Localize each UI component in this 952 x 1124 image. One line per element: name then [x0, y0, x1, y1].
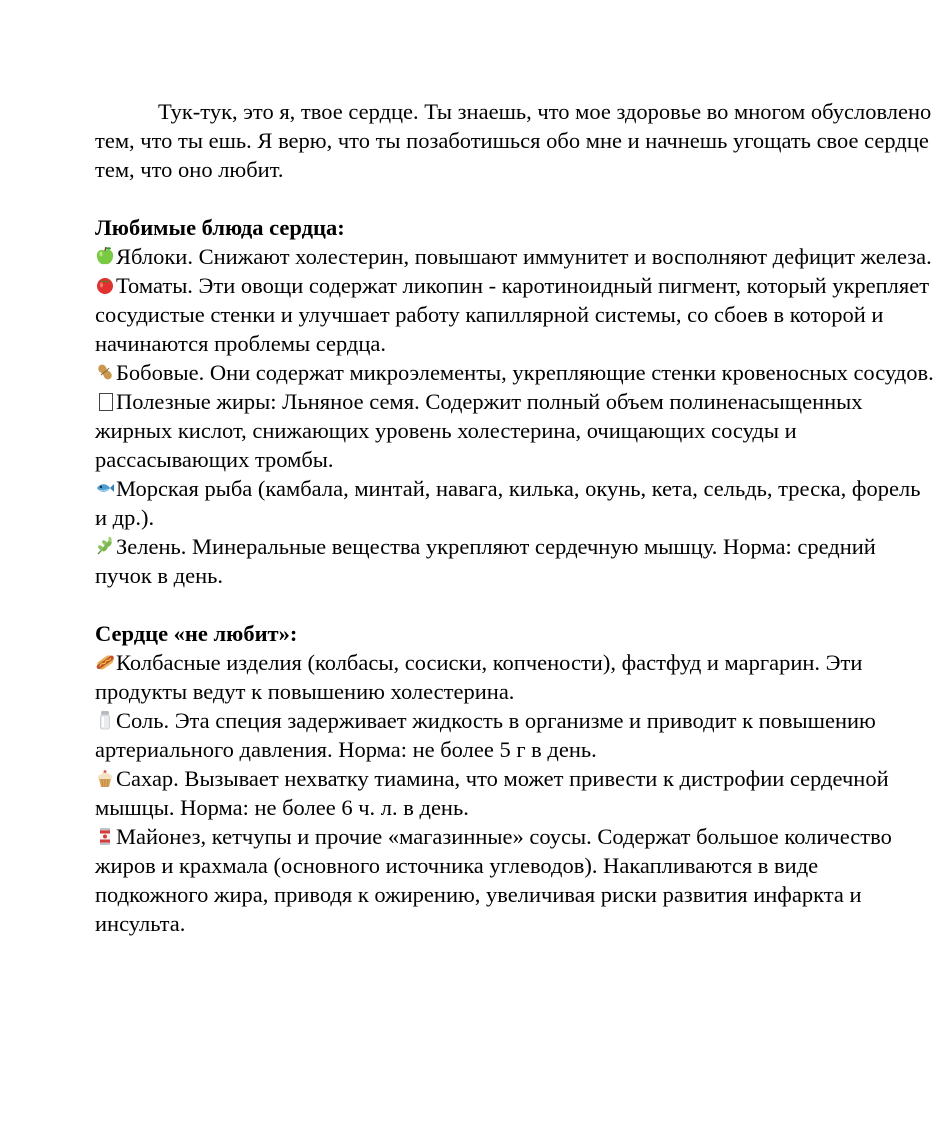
- list-item-fish: [95, 474, 935, 532]
- list-item-sausages: [95, 648, 935, 706]
- hot-dog-icon: [95, 652, 115, 672]
- tomato-icon: [95, 275, 115, 295]
- intro-paragraph: Тук-тук, это я, твое сердце. Ты знаешь, что мое здоровье во многом обусловлено тем, что ты ешь. Я верю, что ты позаботишься обо мне и начнешь угощать свое сердце тем, что оно любит.: [95, 99, 932, 182]
- document-page: [95, 97, 935, 938]
- cupcake-icon: [95, 768, 115, 788]
- missing-glyph-icon: [99, 393, 113, 411]
- item-text: Яблоки. Снижают холестерин, повышают иммунитет и восполняют дефицит железа.: [116, 244, 932, 269]
- list-item-apples: [95, 242, 935, 271]
- green-apple-icon: [95, 246, 115, 266]
- list-item-legumes: [95, 358, 935, 387]
- list-item-salt: [95, 706, 935, 764]
- list-item-sauces: [95, 822, 935, 938]
- herb-icon: [95, 536, 115, 556]
- list-item-sugar: [95, 764, 935, 822]
- canned-food-icon: [95, 826, 115, 846]
- item-text: Морская рыба (камбала, минтай, навага, килька, окунь, кета, сельдь, треска, форель и др.).: [95, 476, 921, 530]
- dislikes-heading: Сердце «не любит»:: [95, 621, 298, 646]
- item-text: Майонез, кетчупы и прочие «магазинные» соусы. Содержат большое количество жиров и крахмала (основного источника углеводов). Накапливаются в виде подкожного жира, приводя к ожирению, увеличивая риски развития инфаркта и инсульта.: [95, 824, 892, 936]
- item-text: Бобовые. Они содержат микроэлементы, укрепляющие стенки кровеносных сосудов.: [116, 360, 934, 385]
- list-item-tomatoes: [95, 271, 935, 358]
- peanuts-icon: [95, 362, 115, 382]
- item-text: Томаты. Эти овощи содержат ликопин - каротиноидный пигмент, который укрепляет сосудистые стенки и улучшает работу капиллярной системы, со сбоев в которой и начинаются проблемы сердца.: [95, 273, 930, 356]
- item-text: Полезные жиры: Льняное семя. Содержит полный объем полиненасыщенных жирных кислот, снижающих уровень холестерина, очищающих сосуды и рассасывающих тромбы.: [95, 389, 863, 472]
- list-item-fats: [95, 387, 935, 474]
- loves-heading: Любимые блюда сердца:: [95, 215, 345, 240]
- blank-line: [95, 184, 935, 213]
- item-text: Сахар. Вызывает нехватку тиамина, что может привести к дистрофии сердечной мышцы. Норма: не более 6 ч. л. в день.: [95, 766, 889, 820]
- list-item-greens: [95, 532, 935, 590]
- salt-shaker-icon: [95, 710, 115, 730]
- item-text: Колбасные изделия (колбасы, сосиски, копчености), фастфуд и маргарин. Эти продукты ведут к повышению холестерина.: [95, 650, 863, 704]
- item-text: Зелень. Минеральные вещества укрепляют сердечную мышцу. Норма: средний пучок в день.: [95, 534, 876, 588]
- fish-icon: [95, 478, 115, 498]
- item-text: Соль. Эта специя задерживает жидкость в организме и приводит к повышению артериального давления. Норма: не более 5 г в день.: [95, 708, 876, 762]
- blank-line: [95, 590, 935, 619]
